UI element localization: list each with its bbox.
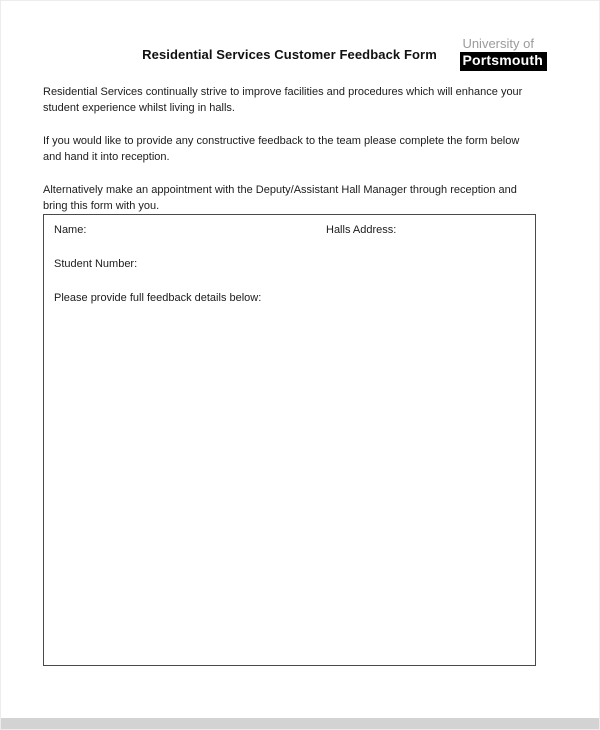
halls-address-label: Halls Address: xyxy=(326,224,397,236)
feedback-prompt-row xyxy=(54,292,525,304)
intro-paragraph-3: Alternatively make an appointment with the Deputy/Assistant Hall Manager through reception and bring this form with you. xyxy=(43,183,517,212)
name-halls-row xyxy=(54,224,525,236)
feedback-form-box xyxy=(43,214,536,666)
name-label: Name: xyxy=(54,224,87,236)
feedback-prompt-label: Please provide full feedback details below: xyxy=(54,292,262,304)
document-header xyxy=(1,1,599,79)
feedback-blank-area xyxy=(54,304,525,644)
intro-text-section xyxy=(1,79,599,215)
page-bottom-edge xyxy=(1,718,599,729)
intro-paragraph-2: If you would like to provide any constructive feedback to the team please complete the form below and hand it into reception. xyxy=(43,134,520,163)
university-of-portsmouth-logo xyxy=(460,37,547,71)
page-title: Residential Services Customer Feedback Form xyxy=(142,47,437,62)
logo-portsmouth-text: Portsmouth xyxy=(460,52,547,70)
student-number-row xyxy=(54,258,525,270)
student-number-label: Student Number: xyxy=(54,258,138,270)
intro-paragraph-1: Residential Services continually strive to improve facilities and procedures which will enhance your student experience whilst living in halls. xyxy=(43,86,523,114)
logo-university-of-text: University of xyxy=(462,36,534,51)
